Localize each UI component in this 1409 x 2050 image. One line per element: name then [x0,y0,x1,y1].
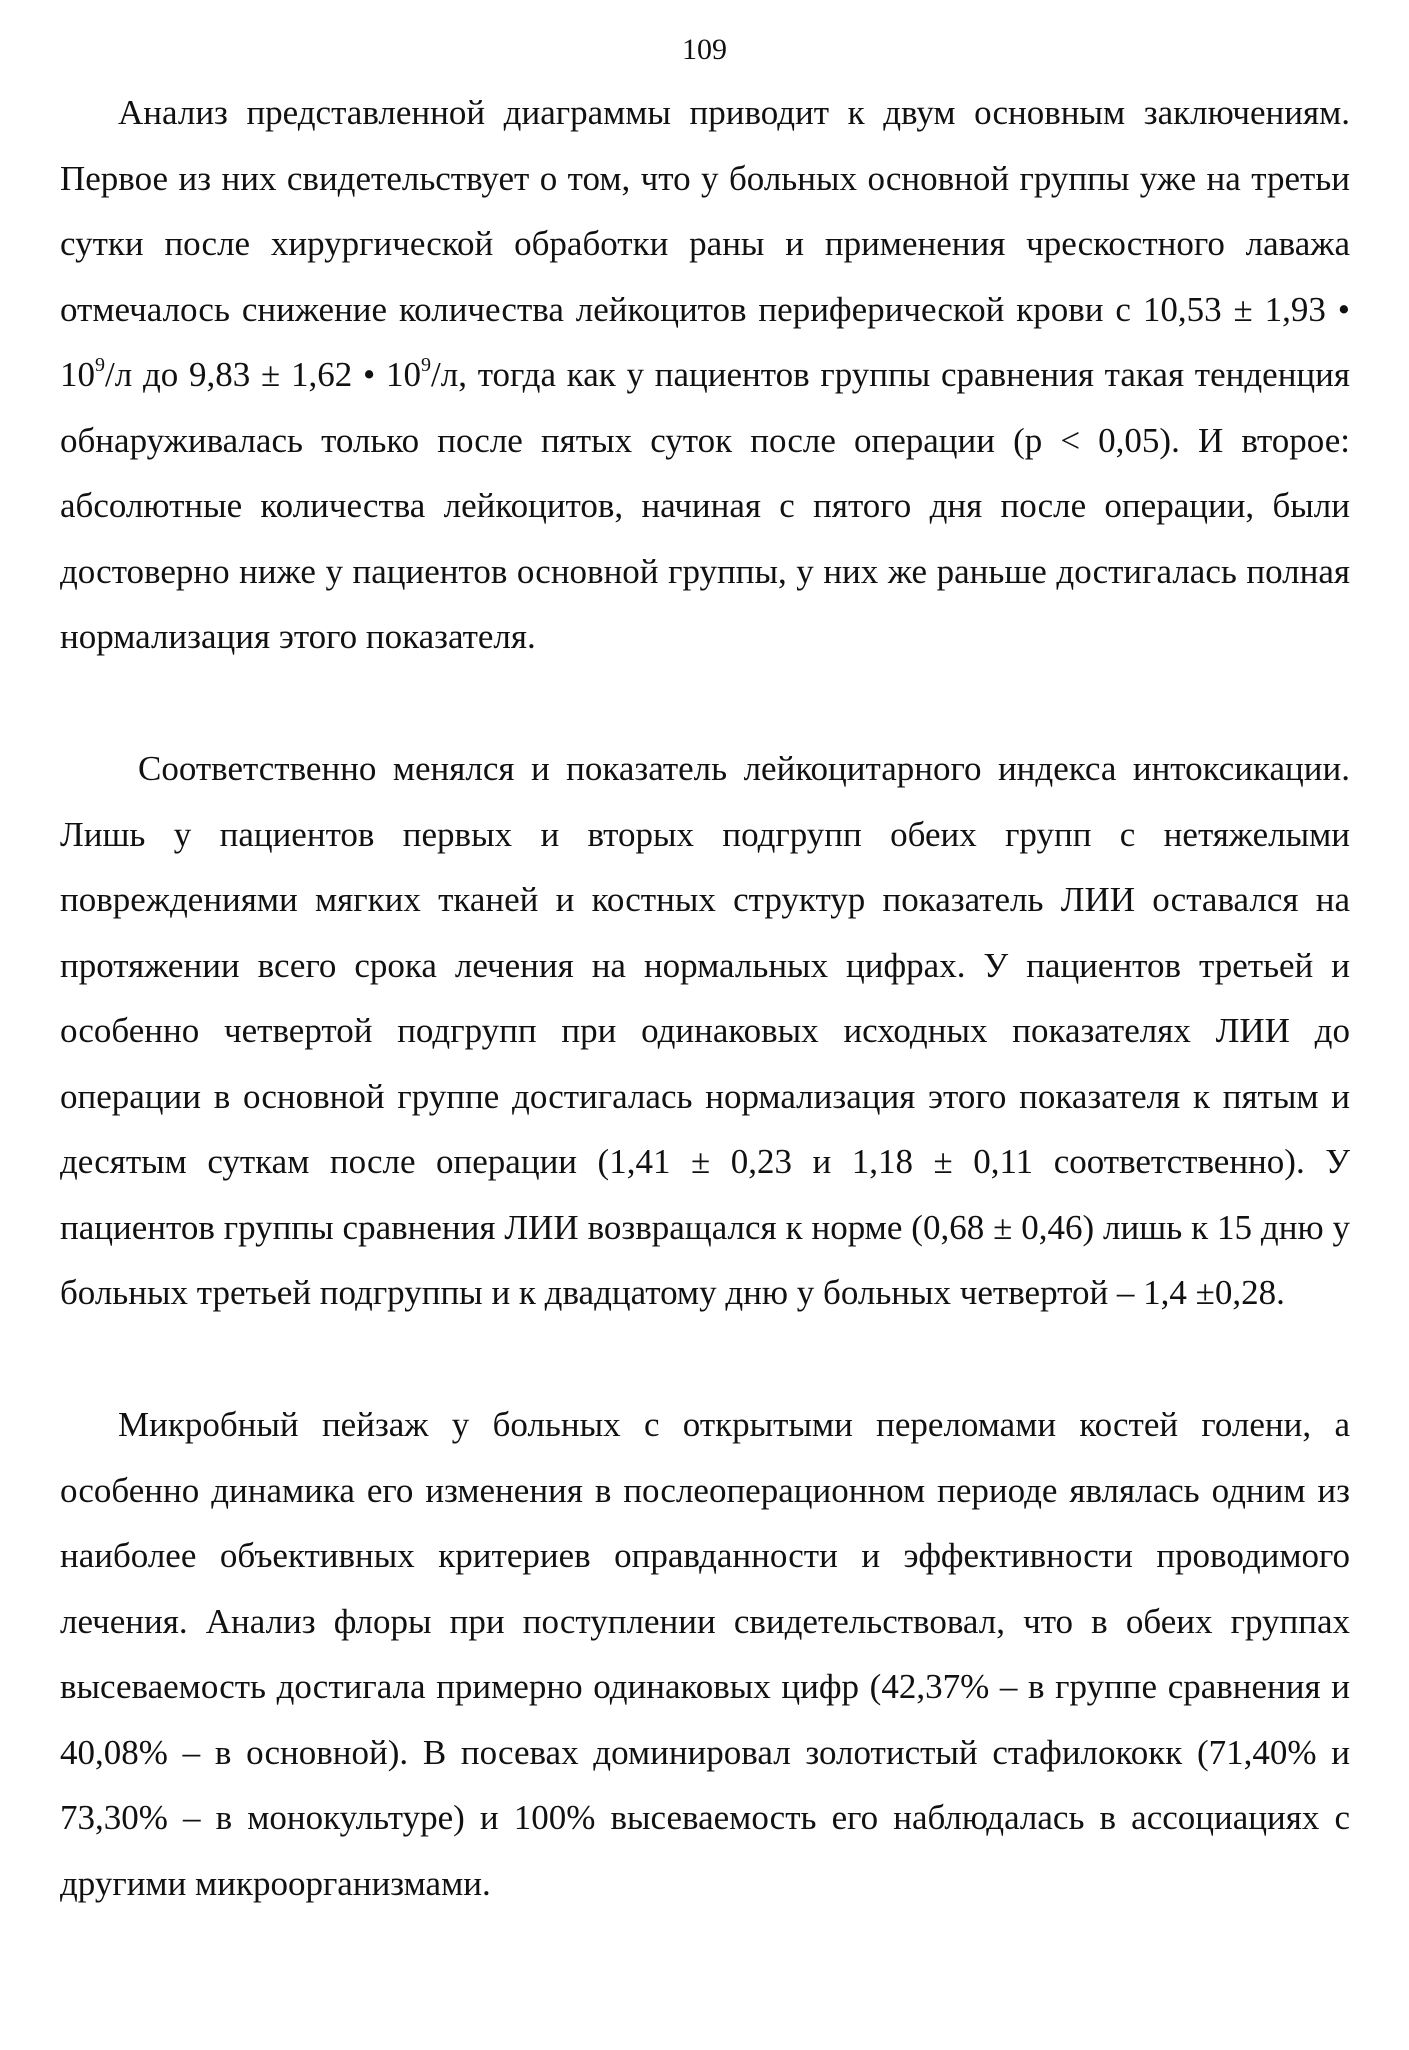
paragraph-text: /л до 9,83 ± 1,62 • 10 [105,355,421,394]
paragraph-text: /л, тогда как у пациентов группы сравнения такая тенденция обнаруживалась только после пятых суток после операции (р < 0,05). И второе: абсолютные количества лейкоцитов, начиная с пятого дня после операции, были достоверно ниже у пациентов основной группы, у них же раньше достигалась полная нормализация этого показателя. [60,355,1350,656]
paragraph-microbial-landscape: Микробный пейзаж у больных с открытыми переломами костей голени, а особенно динамика его изменения в послеоперационном периоде являлась одним из наиболее объективных критериев оправданности и эффективности проводимого лечения. Анализ флоры при поступлении свидетельствовал, что в обеих группах высеваемость достигала примерно одинаковых цифр (42,37% – в группе сравнения и 40,08% – в основной). В посевах доминировал золотистый стафилококк (71,40% и 73,30% – в монокультуре) и 100% высеваемость его наблюдалась в ассоциациях с другими микроорганизмами. [60,1405,1350,1903]
exponent: 9 [421,354,431,376]
paragraph-text: Анализ представленной диаграммы приводит к двум основным заключениям. Первое из них свидетельствует о том, что у больных основной группы уже на третьи сутки после хирургической обработки раны и применения чрескостного лаважа отмечалось снижение количества лейкоцитов периферической крови с 10,53 ± 1,93 • 10 [60,93,1350,394]
paragraph-leukocyte-analysis [60,80,1350,670]
paragraph-intoxication-index: Соответственно менялся и показатель лейкоцитарного индекса интоксикации. Лишь у пациентов первых и вторых подгрупп обеих групп с нетяжелыми повреждениями мягких тканей и костных структур показатель ЛИИ оставался на протяжении всего срока лечения на нормальных цифрах. У пациентов третьей и особенно четвертой подгрупп при одинаковых исходных показателях ЛИИ до операции в основной группе достигалась нормализация этого показателя к пятым и десятым суткам после операции (1,41 ± 0,23 и 1,18 ± 0,11 соответственно). У пациентов группы сравнения ЛИИ возвращался к норме (0,68 ± 0,46) лишь к 15 дню у больных третьей подгруппы и к двадцатому дню у больных четвертой – 1,4 ±0,28. [60,749,1350,1312]
exponent: 9 [95,354,105,376]
page-number: 109 [682,33,727,66]
